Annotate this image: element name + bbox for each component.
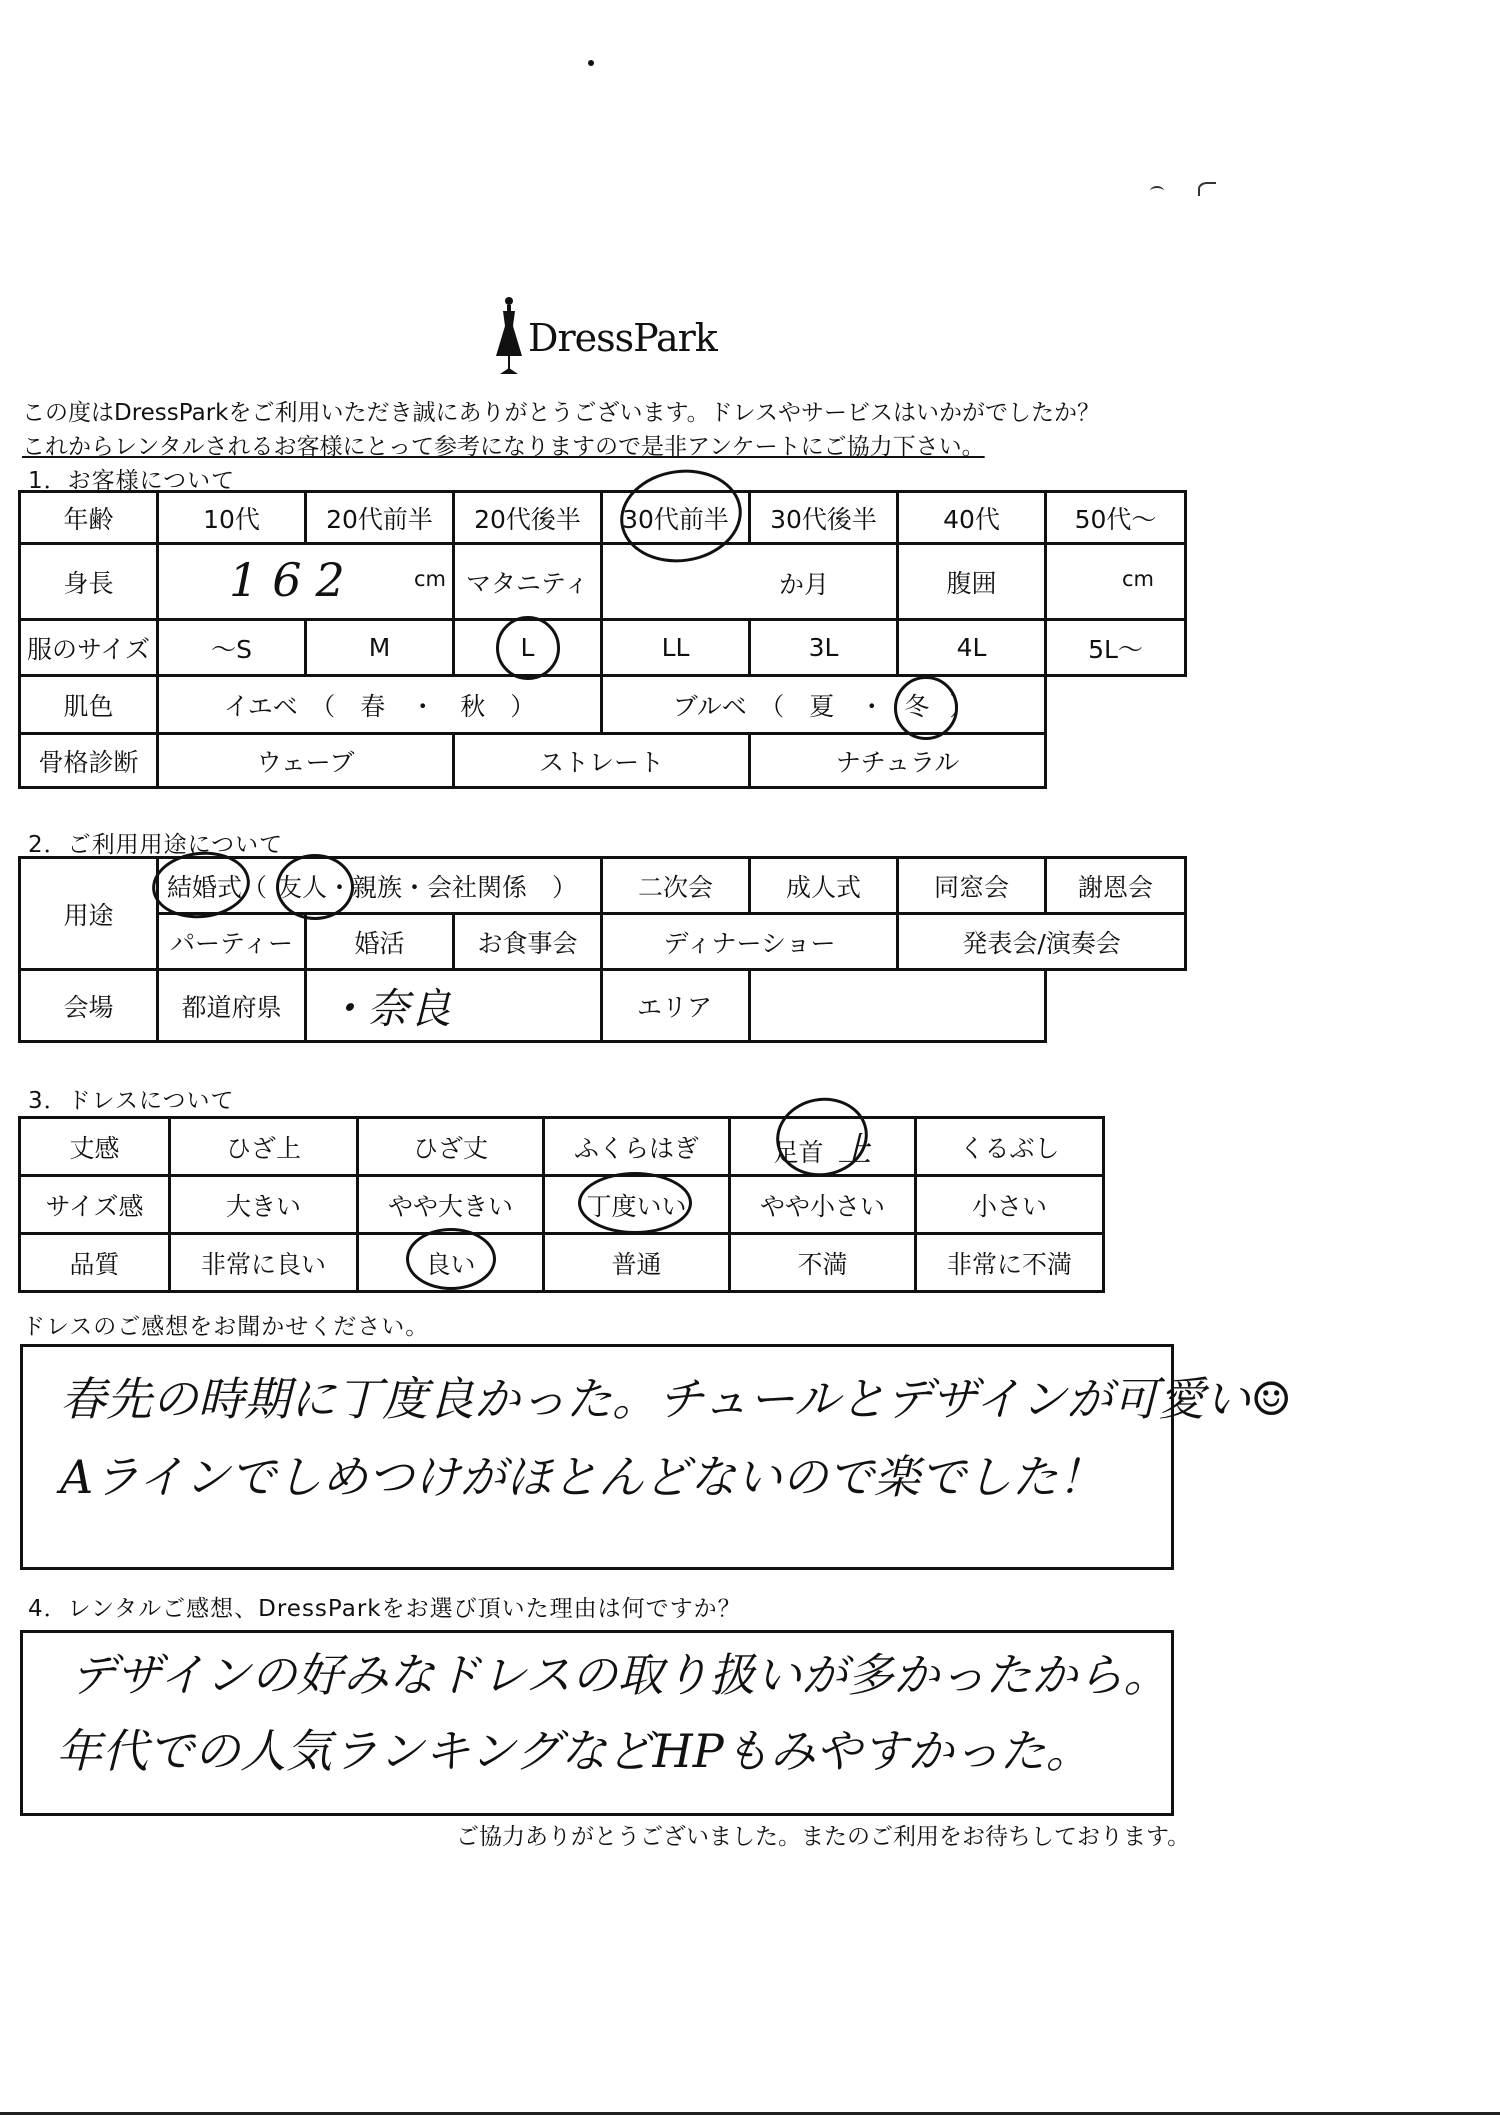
section-1-title: 1．お客様について <box>28 468 236 494</box>
purpose-row-1 <box>20 858 1186 914</box>
purpose-option[interactable]: 婚活 <box>306 914 454 970</box>
purpose-option[interactable]: 二次会 <box>602 858 750 914</box>
length-option[interactable]: ふくらはぎ <box>544 1118 730 1176</box>
length-row <box>20 1118 1104 1176</box>
wedding-selected[interactable]: 結婚式 <box>167 872 243 902</box>
bottom-rule <box>0 2112 1500 2115</box>
age-option[interactable]: 50代～ <box>1046 492 1186 544</box>
height-row <box>20 544 1186 620</box>
length-option[interactable]: ひざ上 <box>170 1118 358 1176</box>
dress-comment-prompt: ドレスのご感想をお聞かせください。 <box>22 1314 430 1340</box>
length-option[interactable]: くるぶし <box>916 1118 1104 1176</box>
length-option-selected[interactable] <box>730 1118 916 1176</box>
prefecture-label: 都道府県 <box>158 970 306 1042</box>
scan-speck <box>1150 186 1164 196</box>
section-4-title: 4．レンタルご感想、DressParkをお選び頂いた理由は何ですか？ <box>28 1596 742 1622</box>
skeleton-row <box>20 734 1186 788</box>
purpose-table <box>18 856 1187 1043</box>
skeleton-option[interactable]: ウェーブ <box>158 734 454 788</box>
section-3-title: 3．ドレスについて <box>28 1088 235 1114</box>
skeleton-label: 骨格診断 <box>20 734 158 788</box>
empty-cell <box>1046 734 1186 788</box>
purpose-option[interactable]: 同窓会 <box>898 858 1046 914</box>
age-label: 年齢 <box>20 492 158 544</box>
purpose-label: 用途 <box>20 858 158 970</box>
height-value: 162 <box>229 553 359 607</box>
maternity-label: マタニティ <box>454 544 602 620</box>
fit-option[interactable]: 小さい <box>916 1176 1104 1234</box>
footer-thanks: ご協力ありがとうございました。またのご利用をお待ちしております。 <box>456 1824 1191 1850</box>
size-option[interactable]: 5L～ <box>1046 620 1186 676</box>
fit-row <box>20 1176 1104 1234</box>
section-2-title: 2．ご利用用途について <box>28 832 284 858</box>
size-option[interactable]: M <box>306 620 454 676</box>
maternity-unit: か月 <box>779 570 830 599</box>
skin-row <box>20 676 1186 734</box>
fit-option[interactable]: 大きい <box>170 1176 358 1234</box>
fit-option-selected[interactable]: 丁度いい <box>544 1176 730 1234</box>
maternity-field[interactable] <box>602 544 898 620</box>
skin-blue-winter-selected[interactable]: 冬 <box>904 691 930 721</box>
dress-table <box>18 1116 1105 1293</box>
area-field[interactable] <box>750 970 1046 1042</box>
skin-label: 肌色 <box>20 676 158 734</box>
dress-logo-icon <box>494 296 524 378</box>
quality-label: 品質 <box>20 1234 170 1292</box>
waist-unit: cm <box>1121 567 1154 591</box>
purpose-option[interactable]: お食事会 <box>454 914 602 970</box>
friend-selected[interactable]: 友人 <box>277 872 328 902</box>
scan-speck <box>588 60 594 66</box>
length-handwritten-suffix: 上 <box>837 1130 872 1170</box>
rental-comment-line-1: デザインの好みなドレスの取り扱いが多かったから。 <box>70 1648 1170 1702</box>
empty-cell <box>1046 970 1186 1042</box>
size-row <box>20 620 1186 676</box>
age-option[interactable]: 20代前半 <box>306 492 454 544</box>
intro-line-1: この度はDressParkをご利用いただき誠にありがとうございます。ドレスやサービスはいかがでしたか？ <box>22 400 1100 426</box>
logo-text: DressPark <box>528 316 717 360</box>
wedding-option[interactable] <box>158 858 602 914</box>
prefecture-field[interactable] <box>306 970 602 1042</box>
height-unit: cm <box>413 567 446 591</box>
dress-comment-line-2: Aラインでしめつけがほとんどないので楽でした！ <box>60 1450 1104 1504</box>
quality-option[interactable]: 非常に良い <box>170 1234 358 1292</box>
waist-label: 腹囲 <box>898 544 1046 620</box>
size-option[interactable]: ～S <box>158 620 306 676</box>
quality-row <box>20 1234 1104 1292</box>
dress-comment-line-1: 春先の時期に丁度良かった。チュールとデザインが可愛い☺ <box>60 1372 1292 1426</box>
skin-blue-prefix: ブルベ （ 夏 ・ <box>672 691 885 721</box>
venue-row <box>20 970 1186 1042</box>
fit-option[interactable]: やや大きい <box>358 1176 544 1234</box>
length-option[interactable]: ひざ丈 <box>358 1118 544 1176</box>
purpose-option[interactable]: ディナーショー <box>602 914 898 970</box>
waist-field[interactable] <box>1046 544 1186 620</box>
skin-blue-option[interactable] <box>602 676 1046 734</box>
quality-option[interactable]: 非常に不満 <box>916 1234 1104 1292</box>
quality-option[interactable]: 不満 <box>730 1234 916 1292</box>
area-label: エリア <box>602 970 750 1042</box>
brand-logo <box>494 296 734 374</box>
size-label: 服のサイズ <box>20 620 158 676</box>
purpose-option[interactable]: パーティー <box>158 914 306 970</box>
prefecture-value: ・奈良 <box>325 983 452 1033</box>
skin-yellow-option[interactable]: イエベ （ 春 ・ 秋 ） <box>158 676 602 734</box>
height-field[interactable] <box>158 544 454 620</box>
rental-comment-line-2: 年代での人気ランキングなどHPもみやすかった。 <box>56 1724 1092 1778</box>
length-option-ankle: 足首 <box>773 1138 824 1167</box>
age-option-selected[interactable]: 30代前半 <box>602 492 750 544</box>
open-paren: （ <box>242 872 268 902</box>
venue-label: 会場 <box>20 970 158 1042</box>
purpose-option[interactable]: 発表会/演奏会 <box>898 914 1186 970</box>
purpose-row-2 <box>20 914 1186 970</box>
age-option[interactable]: 20代後半 <box>454 492 602 544</box>
size-option-selected[interactable]: L <box>454 620 602 676</box>
size-option[interactable]: 4L <box>898 620 1046 676</box>
intro-line-2: これからレンタルされるお客様にとって参考になりますので是非アンケートにご協力下さい。 <box>22 434 985 460</box>
empty-cell <box>1046 676 1186 734</box>
purpose-option[interactable]: 成人式 <box>750 858 898 914</box>
fit-label: サイズ感 <box>20 1176 170 1234</box>
quality-option-selected[interactable]: 良い <box>358 1234 544 1292</box>
size-option[interactable]: LL <box>602 620 750 676</box>
fit-option[interactable]: やや小さい <box>730 1176 916 1234</box>
length-label: 丈感 <box>20 1118 170 1176</box>
scan-speck <box>1198 182 1216 196</box>
purpose-option[interactable]: 謝恩会 <box>1046 858 1186 914</box>
skin-blue-suffix: ） <box>949 691 975 721</box>
age-option[interactable]: 40代 <box>898 492 1046 544</box>
height-label: 身長 <box>20 544 158 620</box>
age-option[interactable]: 10代 <box>158 492 306 544</box>
age-row <box>20 492 1186 544</box>
skeleton-option[interactable]: ストレート <box>454 734 750 788</box>
customer-table <box>18 490 1187 789</box>
size-option[interactable]: 3L <box>750 620 898 676</box>
skeleton-option[interactable]: ナチュラル <box>750 734 1046 788</box>
quality-option[interactable]: 普通 <box>544 1234 730 1292</box>
wedding-rest: ・親族・会社関係 ） <box>327 872 578 902</box>
age-option[interactable]: 30代後半 <box>750 492 898 544</box>
